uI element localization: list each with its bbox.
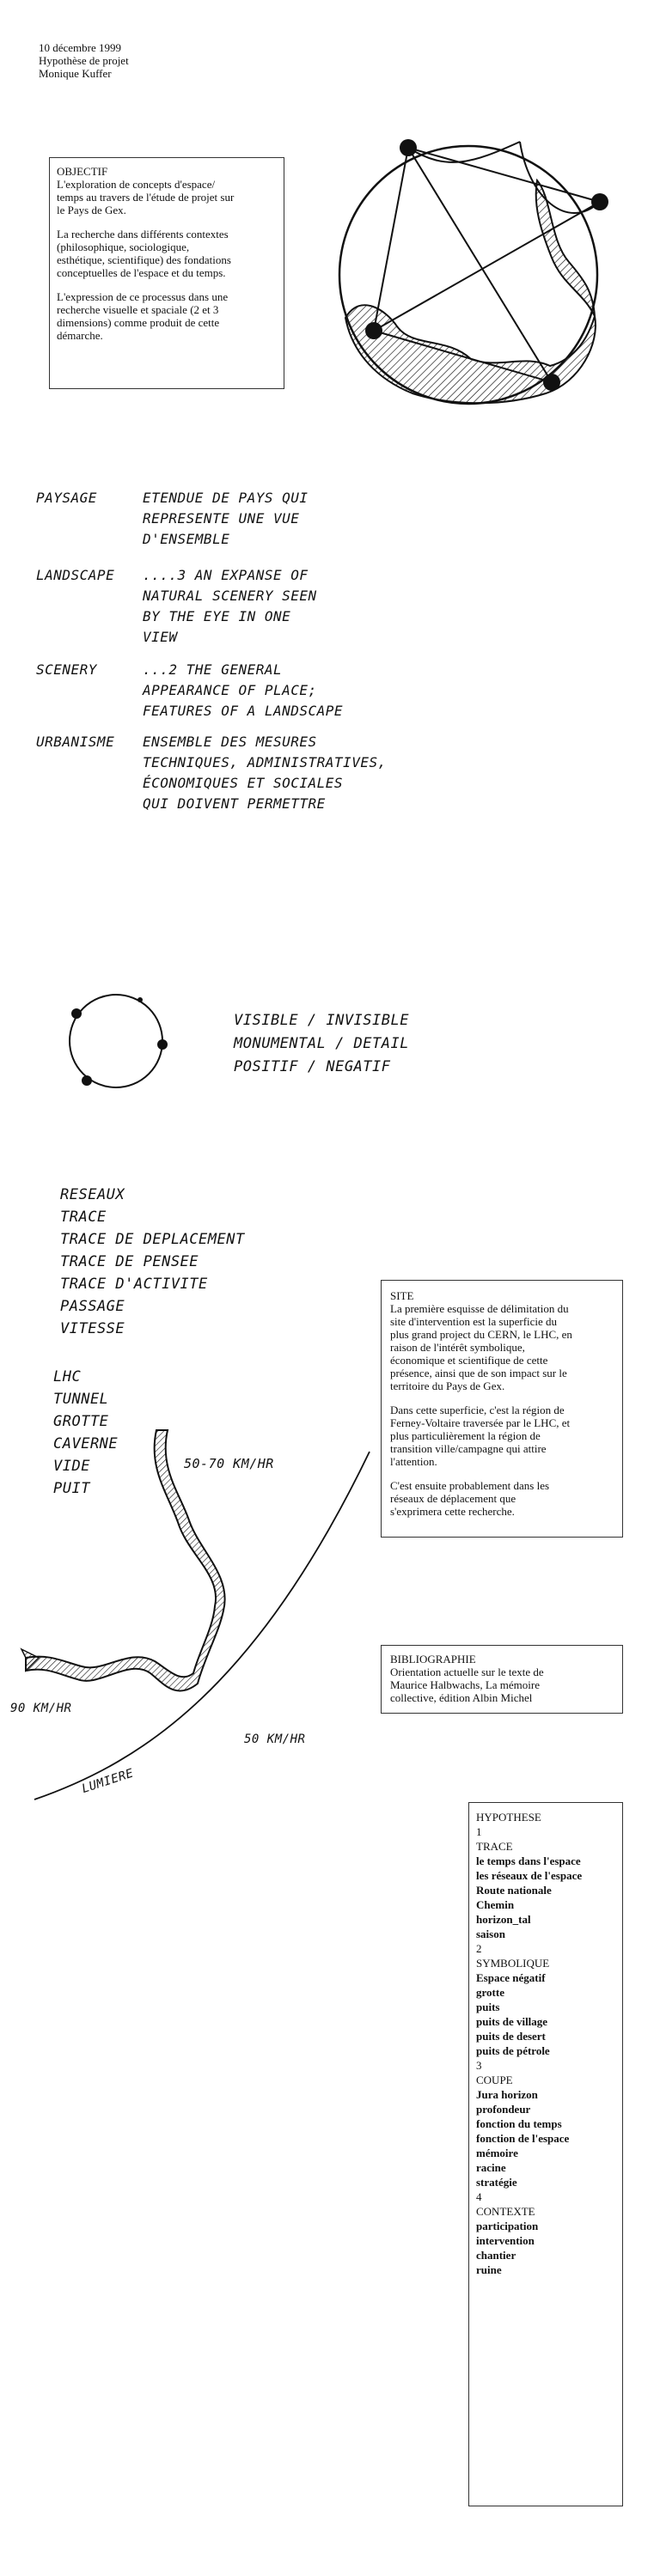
hypothese-section-heading: TRACE (476, 1840, 513, 1853)
pair-positif-negatif: POSITIF / NEGATIF (234, 1058, 391, 1075)
objectif-p1-l1: L'exploration de concepts d'espace/ (57, 178, 216, 191)
definition-line: REPRESENTE UNE VUE (143, 510, 300, 527)
hypothese-item: intervention (476, 2234, 535, 2247)
hypothese-title: HYPOTHESE (476, 1811, 541, 1824)
header-subtitle: Hypothèse de projet (39, 54, 129, 67)
objectif-p3-l2: recherche visuelle et spaciale (2 et 3 (57, 303, 219, 316)
definition-line: VIEW (143, 629, 178, 645)
bibliographie-l1: Orientation actuelle sur le texte de (390, 1666, 544, 1678)
definition-line: ENSEMBLE DES MESURES (143, 734, 317, 750)
objectif-p2-l3: esthétique, scientifique) des fondations (57, 253, 231, 266)
hypothese-item: fonction de l'espace (476, 2132, 570, 2145)
hypothese-item: Jura horizon (476, 2088, 538, 2101)
lhc-word: LHC (53, 1368, 82, 1385)
hypothese-item: chantier (476, 2249, 516, 2262)
hatched-landmass (345, 180, 596, 403)
definition-line: APPEARANCE OF PLACE; (143, 682, 317, 698)
site-p3-l3: s'exprimera cette recherche. (390, 1505, 515, 1518)
reseaux-list (60, 1184, 245, 1340)
circle-sketch (327, 112, 610, 404)
hypothese-item: puits de desert (476, 2030, 546, 2043)
objectif-p2-l2: (philosophique, sociologique, (57, 241, 190, 253)
definition-line: NATURAL SCENERY SEEN (143, 588, 317, 604)
pair-monumental-detail: MONUMENTAL / DETAIL (234, 1035, 409, 1052)
objectif-p2-l4: conceptuelles de l'espace et du temps. (57, 266, 226, 279)
hypothese-item: puits (476, 2001, 500, 2013)
hypothese-section-heading: SYMBOLIQUE (476, 1957, 550, 1970)
definition-term: URBANISME (36, 734, 115, 750)
objectif-p2-l1: La recherche dans différents contextes (57, 228, 229, 241)
hypothese-item: Chemin (476, 1898, 515, 1911)
hypothese-section-heading: 1 (476, 1825, 482, 1838)
objectif-p3-l1: L'expression de ce processus dans une (57, 290, 229, 303)
hypothese-box (468, 1802, 623, 2506)
reseaux-item: TRACE D'ACTIVITE (60, 1276, 208, 1293)
reseaux-item: PASSAGE (60, 1298, 125, 1315)
map-label-left: 90 KM/HR (10, 1702, 72, 1715)
definition-term: LANDSCAPE (36, 567, 115, 583)
hypothese-section-heading: 4 (476, 2190, 482, 2203)
hypothese-rows (476, 1824, 615, 2277)
hypothese-item: puits de village (476, 2015, 548, 2028)
hypothese-item: ruine (476, 2263, 502, 2276)
definition-line: BY THE EYE IN ONE (143, 608, 291, 624)
hypothese-item: mémoire (476, 2147, 518, 2159)
site-p1-l6: présence, ainsi que de son impact sur le (390, 1367, 567, 1379)
hypothese-item: saison (476, 1927, 505, 1940)
definition-line: QUI DOIVENT PERMETTRE (143, 795, 326, 812)
hypothese-item: Route nationale (476, 1884, 552, 1897)
bibliographie-l2: Maurice Halbwachs, La mémoire (390, 1678, 540, 1691)
definition-term: SCENERY (36, 661, 97, 678)
hypothese-item: participation (476, 2220, 539, 2232)
definition-term: PAYSAGE (36, 490, 97, 506)
hypothese-section-heading: COUPE (476, 2074, 513, 2086)
document-header (39, 41, 129, 80)
bibliographie-l3: collective, édition Albin Michel (390, 1691, 533, 1704)
lhc-word: GROTTE (53, 1413, 109, 1430)
objectif-title: OBJECTIF (57, 165, 108, 178)
definition-line: ÉCONOMIQUES ET SOCIALES (143, 775, 344, 791)
pair-visible-invisible: VISIBLE / INVISIBLE (234, 1012, 409, 1029)
definition-line: ...2 THE GENERAL (143, 661, 283, 678)
hypothese-section-heading: CONTEXTE (476, 2205, 535, 2218)
site-p1-l1: La première esquisse de délimitation du (390, 1302, 569, 1315)
site-p2-l1: Dans cette superficie, c'est la région de (390, 1404, 565, 1416)
objectif-box (49, 157, 284, 389)
site-p2-l2: Ferney-Voltaire traversée par le LHC, et (390, 1416, 571, 1429)
site-p1-l2: site d'intervention est la superficie du (390, 1315, 558, 1328)
objectif-p1-l3: le Pays de Gex. (57, 204, 126, 216)
definition-line: ETENDUE DE PAYS QUI (143, 490, 309, 506)
hypothese-item: horizon_tal (476, 1913, 531, 1926)
bibliographie-box (381, 1645, 623, 1714)
site-p1-l3: plus grand project du CERN, le LHC, en (390, 1328, 572, 1341)
site-p1-l7: territoire du Pays de Gex. (390, 1379, 505, 1392)
objectif-p1-l2: temps au travers de l'étude de projet sur (57, 191, 235, 204)
reseaux-item: TRACE (60, 1209, 107, 1226)
site-p1-l5: économique et scientifique de cette (390, 1354, 548, 1367)
objectif-p3-l4: démarche. (57, 329, 103, 342)
header-author: Monique Kuffer (39, 67, 112, 80)
hypothese-item: racine (476, 2161, 506, 2174)
site-p1-l4: raison de l'intérêt symbolique, (390, 1341, 525, 1354)
lhc-word: VIDE (53, 1458, 90, 1475)
site-p3-l1: C'est ensuite probablement dans les (390, 1479, 550, 1492)
site-box (381, 1280, 623, 1538)
definition-line: ....3 AN EXPANSE OF (143, 567, 309, 583)
hypothese-item: les réseaux de l'espace (476, 1869, 583, 1882)
hypothese-item: Espace négatif (476, 1971, 546, 1984)
hypothese-item: profondeur (476, 2103, 531, 2116)
map-label-top: 50-70 KM/HR (184, 1456, 274, 1471)
lhc-word: CAVERNE (53, 1435, 119, 1452)
lhc-word: TUNNEL (53, 1391, 109, 1408)
site-p2-l4: transition ville/campagne qui attire (390, 1442, 547, 1455)
reseaux-item: TRACE DE DEPLACEMENT (60, 1231, 245, 1248)
bibliographie-title: BIBLIOGRAPHIE (390, 1653, 476, 1666)
small-circle-sketch (47, 979, 185, 1108)
hypothese-item: grotte (476, 1986, 504, 1999)
reseaux-item: RESEAUX (60, 1186, 125, 1203)
lhc-arc (34, 1452, 370, 1800)
hypothese-item: le temps dans l'espace (476, 1854, 581, 1867)
site-title: SITE (390, 1289, 414, 1302)
site-p3-l2: réseaux de déplacement que (390, 1492, 516, 1505)
hypothese-section-heading: 2 (476, 1942, 482, 1955)
definition-line: D'ENSEMBLE (143, 531, 230, 547)
pairs-list (234, 1009, 409, 1079)
map-label-lumiere: LUMIERE (80, 1766, 136, 1797)
lhc-word: PUIT (53, 1480, 90, 1497)
header-date: 10 décembre 1999 (39, 41, 122, 54)
hypothese-item: fonction du temps (476, 2117, 562, 2130)
objectif-p3-l3: dimensions) comme produit de cette (57, 316, 220, 329)
definition-line: TECHNIQUES, ADMINISTRATIVES, (143, 754, 387, 770)
reseaux-item: TRACE DE PENSEE (60, 1253, 199, 1270)
hypothese-item: puits de pétrole (476, 2044, 550, 2057)
site-p2-l3: plus particulièrement la région de (390, 1429, 541, 1442)
map-label-bottom: 50 KM/HR (244, 1733, 306, 1746)
hypothese-section-heading: 3 (476, 2059, 482, 2072)
site-p2-l5: l'attention. (390, 1455, 437, 1468)
reseaux-item: VITESSE (60, 1320, 125, 1337)
definition-line: FEATURES OF A LANDSCAPE (143, 703, 344, 719)
hypothese-item: stratégie (476, 2176, 517, 2189)
